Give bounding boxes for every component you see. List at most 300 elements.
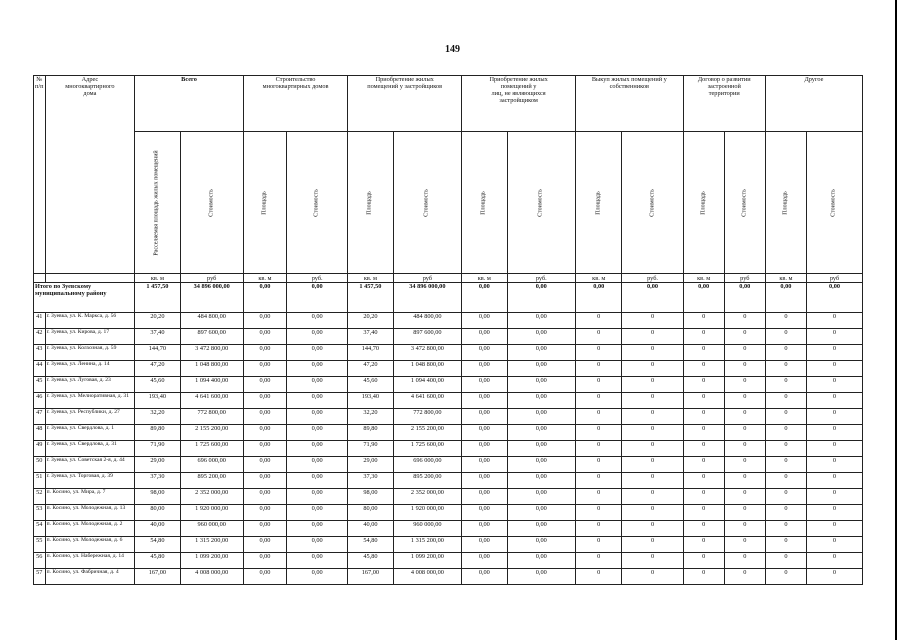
row-value: 0,00 bbox=[507, 569, 576, 585]
header-row-groups bbox=[34, 76, 863, 132]
table-row bbox=[34, 345, 863, 361]
row-value: 89,80 bbox=[135, 425, 180, 441]
row-number: 46 bbox=[34, 393, 46, 409]
row-value: 0,00 bbox=[287, 393, 348, 409]
row-address: г. Зуевка, ул. Ленина, д. 14 bbox=[45, 361, 135, 377]
table-row bbox=[34, 505, 863, 521]
row-value: 0 bbox=[765, 425, 806, 441]
total-value: 0,00 bbox=[724, 283, 765, 313]
row-value: 2 352 000,00 bbox=[180, 489, 243, 505]
row-value: 0 bbox=[806, 361, 862, 377]
header-sublabel-text: Площадь bbox=[261, 190, 268, 215]
header-row-units bbox=[34, 274, 863, 283]
row-value: 0 bbox=[683, 377, 724, 393]
header-sublabel-text: Площадь bbox=[782, 190, 789, 215]
row-value: 45,60 bbox=[348, 377, 393, 393]
row-value: 0 bbox=[806, 409, 862, 425]
row-value: 0,00 bbox=[462, 473, 507, 489]
total-value: 0,00 bbox=[683, 283, 724, 313]
row-value: 0,00 bbox=[243, 441, 286, 457]
header-address: Адрес многоквартирного дома bbox=[45, 76, 135, 274]
row-value: 0,00 bbox=[462, 537, 507, 553]
row-value: 0 bbox=[683, 409, 724, 425]
header-sublabel-text: Стоимость bbox=[741, 188, 748, 217]
unit-cell: руб bbox=[724, 274, 765, 283]
header-sublabel-12 bbox=[765, 132, 806, 274]
header-sublabel-5 bbox=[393, 132, 462, 274]
total-value: 0,00 bbox=[243, 283, 286, 313]
row-value: 0,00 bbox=[462, 345, 507, 361]
row-value: 0,00 bbox=[287, 329, 348, 345]
row-value: 4 008 000,00 bbox=[180, 569, 243, 585]
unit-cell: руб bbox=[180, 274, 243, 283]
row-value: 0 bbox=[576, 569, 622, 585]
header-sublabel-text: Стоимость bbox=[537, 188, 544, 217]
row-address: г. Зуевка, ул. Мелиоративная, д. 31 bbox=[45, 393, 135, 409]
header-sublabel-text: Расселяемая площадь жилых помещений bbox=[153, 149, 160, 256]
row-value: 895 200,00 bbox=[393, 473, 462, 489]
row-value: 0 bbox=[724, 329, 765, 345]
units-spacer bbox=[34, 274, 46, 283]
row-value: 3 472 800,00 bbox=[180, 345, 243, 361]
row-value: 0,00 bbox=[462, 457, 507, 473]
row-value: 0 bbox=[576, 521, 622, 537]
row-value: 0,00 bbox=[507, 441, 576, 457]
unit-cell: кв. м bbox=[683, 274, 724, 283]
total-value: 0,00 bbox=[806, 283, 862, 313]
row-number: 50 bbox=[34, 457, 46, 473]
header-sublabel-text: Стоимость bbox=[649, 188, 656, 217]
row-value: 1 315 200,00 bbox=[393, 537, 462, 553]
header-sublabel-4 bbox=[348, 132, 393, 274]
row-value: 2 352 000,00 bbox=[393, 489, 462, 505]
row-value: 0 bbox=[576, 457, 622, 473]
header-sublabel-text: Стоимость bbox=[313, 188, 320, 217]
row-value: 0 bbox=[622, 313, 683, 329]
row-value: 0,00 bbox=[243, 313, 286, 329]
row-value: 1 099 200,00 bbox=[393, 553, 462, 569]
unit-cell: руб. bbox=[287, 274, 348, 283]
row-value: 0,00 bbox=[243, 393, 286, 409]
row-value: 71,90 bbox=[135, 441, 180, 457]
row-value: 0,00 bbox=[507, 473, 576, 489]
row-value: 0 bbox=[765, 569, 806, 585]
row-value: 0 bbox=[576, 329, 622, 345]
row-value: 0,00 bbox=[462, 393, 507, 409]
row-value: 772 800,00 bbox=[180, 409, 243, 425]
row-value: 0,00 bbox=[462, 425, 507, 441]
row-value: 897 600,00 bbox=[393, 329, 462, 345]
row-number: 42 bbox=[34, 329, 46, 345]
row-value: 0,00 bbox=[507, 409, 576, 425]
row-value: 20,20 bbox=[135, 313, 180, 329]
row-value: 0 bbox=[622, 345, 683, 361]
row-value: 0,00 bbox=[243, 473, 286, 489]
row-value: 0,00 bbox=[287, 457, 348, 473]
row-value: 0 bbox=[683, 425, 724, 441]
row-number: 51 bbox=[34, 473, 46, 489]
page-number: 149 bbox=[445, 44, 460, 55]
row-value: 0,00 bbox=[462, 569, 507, 585]
unit-cell: руб. bbox=[507, 274, 576, 283]
row-value: 0 bbox=[765, 313, 806, 329]
row-value: 0 bbox=[683, 505, 724, 521]
row-value: 1 048 800,00 bbox=[180, 361, 243, 377]
row-value: 37,40 bbox=[135, 329, 180, 345]
row-value: 0 bbox=[683, 537, 724, 553]
row-value: 0 bbox=[622, 377, 683, 393]
row-value: 0 bbox=[622, 361, 683, 377]
total-value: 0,00 bbox=[622, 283, 683, 313]
row-value: 0 bbox=[724, 345, 765, 361]
row-value: 0,00 bbox=[243, 537, 286, 553]
header-num: № п/п bbox=[34, 76, 46, 274]
header-sublabel-text: Стоимость bbox=[423, 188, 430, 217]
row-value: 0 bbox=[683, 441, 724, 457]
header-sublabel-0 bbox=[135, 132, 180, 274]
row-value: 0,00 bbox=[287, 441, 348, 457]
row-value: 696 000,00 bbox=[180, 457, 243, 473]
table-row bbox=[34, 361, 863, 377]
header-sublabel-text: Стоимость bbox=[830, 188, 837, 217]
row-value: 0,00 bbox=[287, 473, 348, 489]
row-address: г. Зуевка, ул. Советская 2-я, д. 44 bbox=[45, 457, 135, 473]
row-value: 193,40 bbox=[348, 393, 393, 409]
row-value: 0 bbox=[806, 345, 862, 361]
row-value: 0 bbox=[683, 569, 724, 585]
row-value: 0 bbox=[806, 457, 862, 473]
row-number: 55 bbox=[34, 537, 46, 553]
row-number: 47 bbox=[34, 409, 46, 425]
row-number: 41 bbox=[34, 313, 46, 329]
row-value: 0 bbox=[765, 329, 806, 345]
table-row bbox=[34, 409, 863, 425]
row-value: 0,00 bbox=[507, 489, 576, 505]
row-value: 0 bbox=[622, 505, 683, 521]
row-number: 48 bbox=[34, 425, 46, 441]
row-value: 0 bbox=[576, 409, 622, 425]
row-value: 80,00 bbox=[348, 505, 393, 521]
row-value: 0,00 bbox=[507, 505, 576, 521]
row-value: 0,00 bbox=[507, 361, 576, 377]
row-value: 0 bbox=[576, 425, 622, 441]
table-row bbox=[34, 313, 863, 329]
row-value: 32,20 bbox=[135, 409, 180, 425]
table-row bbox=[34, 441, 863, 457]
total-value: 0,00 bbox=[287, 283, 348, 313]
table-row bbox=[34, 377, 863, 393]
row-value: 193,40 bbox=[135, 393, 180, 409]
row-address: г. Зуевка, ул. Свердлова, д. 1 bbox=[45, 425, 135, 441]
row-value: 4 641 600,00 bbox=[180, 393, 243, 409]
row-value: 0,00 bbox=[507, 521, 576, 537]
row-value: 0,00 bbox=[287, 569, 348, 585]
row-number: 53 bbox=[34, 505, 46, 521]
unit-cell: руб bbox=[806, 274, 862, 283]
row-value: 0,00 bbox=[507, 345, 576, 361]
row-address: г. Зуевка, ул. Кирова, д. 17 bbox=[45, 329, 135, 345]
row-value: 960 000,00 bbox=[180, 521, 243, 537]
row-value: 0 bbox=[806, 313, 862, 329]
row-value: 0,00 bbox=[243, 409, 286, 425]
row-value: 0,00 bbox=[287, 537, 348, 553]
row-value: 0 bbox=[724, 569, 765, 585]
row-value: 40,00 bbox=[348, 521, 393, 537]
header-sublabel-text: Площадь bbox=[595, 190, 602, 215]
header-sublabel-8 bbox=[576, 132, 622, 274]
row-value: 0 bbox=[724, 313, 765, 329]
header-row-sublabels bbox=[34, 132, 863, 274]
row-value: 0,00 bbox=[462, 329, 507, 345]
row-value: 0 bbox=[622, 425, 683, 441]
table-row bbox=[34, 569, 863, 585]
header-group-total: Всего bbox=[135, 76, 244, 132]
row-value: 0 bbox=[765, 441, 806, 457]
row-value: 0 bbox=[622, 441, 683, 457]
row-value: 0 bbox=[765, 409, 806, 425]
total-value: 34 896 000,00 bbox=[180, 283, 243, 313]
unit-cell: кв. м bbox=[135, 274, 180, 283]
row-value: 0 bbox=[724, 409, 765, 425]
row-value: 0,00 bbox=[287, 313, 348, 329]
row-value: 0,00 bbox=[287, 521, 348, 537]
header-sublabel-7 bbox=[507, 132, 576, 274]
total-value: 0,00 bbox=[765, 283, 806, 313]
row-value: 0 bbox=[622, 521, 683, 537]
row-value: 0 bbox=[576, 345, 622, 361]
header-sublabel-13 bbox=[806, 132, 862, 274]
row-value: 0 bbox=[806, 393, 862, 409]
row-value: 98,00 bbox=[135, 489, 180, 505]
row-value: 4 641 600,00 bbox=[393, 393, 462, 409]
row-value: 0,00 bbox=[287, 361, 348, 377]
row-value: 0,00 bbox=[507, 377, 576, 393]
row-value: 0 bbox=[576, 313, 622, 329]
row-value: 98,00 bbox=[348, 489, 393, 505]
row-value: 0 bbox=[765, 393, 806, 409]
row-value: 0,00 bbox=[287, 553, 348, 569]
table-row bbox=[34, 521, 863, 537]
row-address: п. Косино, ул. Фабричная, д. 4 bbox=[45, 569, 135, 585]
row-value: 0,00 bbox=[507, 313, 576, 329]
row-value: 0,00 bbox=[462, 377, 507, 393]
row-address: п. Косино, ул. Набережная, д. 14 bbox=[45, 553, 135, 569]
row-value: 0 bbox=[683, 313, 724, 329]
unit-cell: кв. м bbox=[462, 274, 507, 283]
row-value: 4 008 000,00 bbox=[393, 569, 462, 585]
row-value: 0,00 bbox=[462, 505, 507, 521]
scan-edge-rule bbox=[895, 0, 897, 640]
row-value: 696 000,00 bbox=[393, 457, 462, 473]
row-value: 0 bbox=[806, 505, 862, 521]
row-value: 0,00 bbox=[462, 361, 507, 377]
row-value: 0,00 bbox=[507, 553, 576, 569]
row-value: 0,00 bbox=[287, 425, 348, 441]
row-value: 484 800,00 bbox=[180, 313, 243, 329]
row-value: 0,00 bbox=[462, 489, 507, 505]
row-value: 0,00 bbox=[507, 457, 576, 473]
row-value: 37,30 bbox=[135, 473, 180, 489]
row-value: 3 472 800,00 bbox=[393, 345, 462, 361]
row-value: 0 bbox=[806, 441, 862, 457]
unit-cell: руб bbox=[393, 274, 462, 283]
unit-cell: кв. м bbox=[576, 274, 622, 283]
unit-cell: кв. м bbox=[765, 274, 806, 283]
row-value: 0 bbox=[765, 553, 806, 569]
row-value: 45,60 bbox=[135, 377, 180, 393]
row-value: 0 bbox=[806, 329, 862, 345]
row-value: 37,30 bbox=[348, 473, 393, 489]
row-value: 0,00 bbox=[287, 409, 348, 425]
header-sublabel-6 bbox=[462, 132, 507, 274]
row-value: 2 155 200,00 bbox=[393, 425, 462, 441]
unit-cell: кв. м bbox=[243, 274, 286, 283]
row-value: 0 bbox=[724, 377, 765, 393]
row-value: 0,00 bbox=[243, 377, 286, 393]
row-address: п. Косино, ул. Молодежная, д. 6 bbox=[45, 537, 135, 553]
row-value: 40,00 bbox=[135, 521, 180, 537]
row-value: 0 bbox=[576, 377, 622, 393]
row-value: 0 bbox=[576, 553, 622, 569]
row-value: 1 315 200,00 bbox=[180, 537, 243, 553]
row-address: г. Зуевка, ул. Республики, д. 27 bbox=[45, 409, 135, 425]
row-value: 0 bbox=[724, 393, 765, 409]
row-value: 0 bbox=[622, 569, 683, 585]
row-value: 484 800,00 bbox=[393, 313, 462, 329]
row-number: 54 bbox=[34, 521, 46, 537]
row-value: 960 000,00 bbox=[393, 521, 462, 537]
row-value: 0 bbox=[724, 361, 765, 377]
row-value: 1 099 200,00 bbox=[180, 553, 243, 569]
row-value: 772 800,00 bbox=[393, 409, 462, 425]
row-value: 0 bbox=[683, 553, 724, 569]
row-value: 0 bbox=[622, 553, 683, 569]
row-value: 0,00 bbox=[243, 361, 286, 377]
row-number: 44 bbox=[34, 361, 46, 377]
row-number: 52 bbox=[34, 489, 46, 505]
row-value: 0 bbox=[765, 537, 806, 553]
row-value: 0 bbox=[724, 521, 765, 537]
row-value: 0,00 bbox=[462, 409, 507, 425]
row-value: 0,00 bbox=[507, 537, 576, 553]
row-value: 0,00 bbox=[243, 425, 286, 441]
units-spacer bbox=[45, 274, 135, 283]
row-value: 0 bbox=[622, 537, 683, 553]
unit-cell: руб. bbox=[622, 274, 683, 283]
row-address: п. Косино, ул. Мира, д. 7 bbox=[45, 489, 135, 505]
row-value: 20,20 bbox=[348, 313, 393, 329]
row-value: 0 bbox=[576, 441, 622, 457]
row-value: 0,00 bbox=[243, 489, 286, 505]
row-value: 0,00 bbox=[243, 569, 286, 585]
row-value: 45,80 bbox=[348, 553, 393, 569]
row-value: 1 725 600,00 bbox=[393, 441, 462, 457]
row-value: 0 bbox=[576, 537, 622, 553]
header-group-construction: Строительство многоквартирных домов bbox=[243, 76, 347, 132]
row-address: г. Зуевка, ул. Свердлова, д. 31 bbox=[45, 441, 135, 457]
row-value: 0 bbox=[724, 553, 765, 569]
row-value: 0 bbox=[622, 393, 683, 409]
row-value: 0,00 bbox=[462, 521, 507, 537]
header-group-purchase-non-developers: Приобретение жилых помещений у лиц, не являющихся застройщиком bbox=[462, 76, 576, 132]
table-row bbox=[34, 489, 863, 505]
row-value: 0 bbox=[576, 361, 622, 377]
row-value: 0,00 bbox=[462, 441, 507, 457]
row-value: 54,80 bbox=[348, 537, 393, 553]
row-value: 0 bbox=[765, 505, 806, 521]
row-value: 0 bbox=[576, 505, 622, 521]
row-number: 57 bbox=[34, 569, 46, 585]
row-value: 0,00 bbox=[462, 313, 507, 329]
row-value: 1 048 800,00 bbox=[393, 361, 462, 377]
row-value: 0,00 bbox=[243, 457, 286, 473]
row-value: 1 725 600,00 bbox=[180, 441, 243, 457]
row-value: 0 bbox=[765, 457, 806, 473]
row-value: 32,20 bbox=[348, 409, 393, 425]
row-value: 0 bbox=[724, 489, 765, 505]
row-value: 1 920 000,00 bbox=[180, 505, 243, 521]
table-row bbox=[34, 457, 863, 473]
row-value: 0 bbox=[724, 505, 765, 521]
row-value: 0 bbox=[683, 521, 724, 537]
header-sublabel-10 bbox=[683, 132, 724, 274]
row-value: 0 bbox=[765, 361, 806, 377]
header-group-purchase-developers: Приобретение жилых помещений у застройщиков bbox=[348, 76, 462, 132]
row-value: 0,00 bbox=[243, 553, 286, 569]
header-sublabel-9 bbox=[622, 132, 683, 274]
row-value: 1 094 400,00 bbox=[180, 377, 243, 393]
header-group-buyout: Выкуп жилых помещений у собственников bbox=[576, 76, 684, 132]
row-value: 37,40 bbox=[348, 329, 393, 345]
row-value: 0 bbox=[576, 473, 622, 489]
header-sublabel-text: Площадь bbox=[700, 190, 707, 215]
resettlement-table bbox=[33, 75, 863, 585]
row-value: 89,80 bbox=[348, 425, 393, 441]
header-sublabel-text: Площадь bbox=[366, 190, 373, 215]
row-value: 0 bbox=[683, 345, 724, 361]
row-value: 0 bbox=[724, 425, 765, 441]
row-value: 0,00 bbox=[243, 505, 286, 521]
row-address: п. Косино, ул. Молодежная, д. 2 bbox=[45, 521, 135, 537]
header-group-development-agreement: Договор о развитии застроенной территории bbox=[683, 76, 765, 132]
row-value: 0 bbox=[765, 489, 806, 505]
row-value: 0 bbox=[724, 473, 765, 489]
table-row bbox=[34, 393, 863, 409]
row-address: г. Зуевка, ул. К. Маркса, д. 56 bbox=[45, 313, 135, 329]
row-value: 29,00 bbox=[348, 457, 393, 473]
header-sublabel-text: Площадь bbox=[480, 190, 487, 215]
row-number: 49 bbox=[34, 441, 46, 457]
row-value: 0,00 bbox=[287, 505, 348, 521]
row-value: 0 bbox=[576, 489, 622, 505]
row-value: 0 bbox=[622, 457, 683, 473]
table-row bbox=[34, 473, 863, 489]
row-value: 54,80 bbox=[135, 537, 180, 553]
table-row bbox=[34, 329, 863, 345]
unit-cell: кв. м bbox=[348, 274, 393, 283]
row-value: 1 094 400,00 bbox=[393, 377, 462, 393]
row-value: 0 bbox=[765, 521, 806, 537]
row-value: 0 bbox=[683, 457, 724, 473]
row-value: 0,00 bbox=[507, 329, 576, 345]
total-label: Итого по Зуевскому муниципальному району bbox=[34, 283, 135, 313]
row-value: 0,00 bbox=[243, 521, 286, 537]
row-value: 0 bbox=[622, 409, 683, 425]
row-value: 0 bbox=[683, 329, 724, 345]
row-value: 0 bbox=[622, 489, 683, 505]
row-value: 71,90 bbox=[348, 441, 393, 457]
row-address: г. Зуевка, ул. Луговая, д. 23 bbox=[45, 377, 135, 393]
